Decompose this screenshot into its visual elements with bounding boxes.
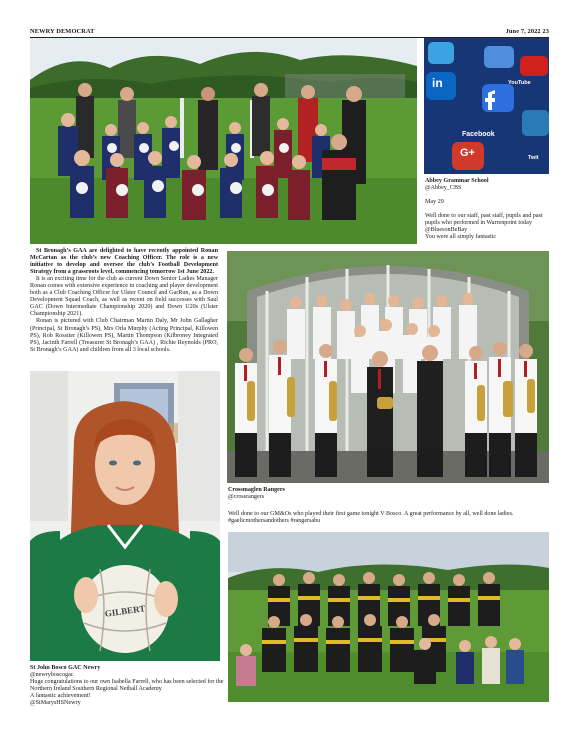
abbey-caption bbox=[425, 178, 549, 241]
phone-app-labels bbox=[424, 38, 549, 174]
gaa-para-2: Ronan is pictured with Club Chairman Martin Daly, Mr John Gallagher (Principal, St Bronagh’s PS), Mrs Orla Murphy (Acting Principal, Killowen PS), Rob Rossiter (Killowen PS), Martin Thompson (Kilbroney Integrated PS), Jacinth Farrell (Treasurer St Bronagh’s GAA) , Richie Reynolds (PRO, St Bronagh’s GAA) and children from all 3 local schools. bbox=[30, 318, 218, 353]
issue-date-page: June 7, 2022 23 bbox=[505, 28, 549, 35]
crossmaglen-caption bbox=[228, 487, 549, 525]
bosco-handle: @newryboscogac bbox=[30, 672, 74, 679]
crossmaglen-title: Crossmaglen Rangers bbox=[228, 487, 285, 493]
facebook-icon: Facebook bbox=[462, 131, 495, 138]
gmo-team-photo bbox=[228, 532, 549, 702]
abbey-handle: @Abbey_CBS bbox=[425, 185, 462, 192]
masthead bbox=[30, 28, 549, 38]
bosco-title: St John Bosco GAC Newry bbox=[30, 665, 101, 671]
crossmaglen-body: Well done to our GM&Os who played their first game tonight V Bosco. A great performance by all, well done ladies. bbox=[228, 511, 514, 518]
bosco-tag: @StMarysHSNewry bbox=[30, 700, 81, 707]
crossmaglen-tags: #gaelicmothersandothers #rangersabu bbox=[228, 518, 321, 525]
linkedin-icon: in bbox=[432, 76, 443, 90]
bosco-caption bbox=[30, 665, 225, 707]
abbey-title: Abbey Grammar School bbox=[425, 178, 489, 184]
gaa-para-1: It is an exciting time for the club as current Down Senior Ladies Manager Ronan comes with extensive experience in coaching and player development both as a Club Coaching Officer for Ulster Council and GarRun, as a Down Development Squad Coach, as well as recent on field successes with Saul GAC (Down Intermediate Championship 2020) and Down U20s (Ulster Championship 2021). bbox=[30, 276, 218, 318]
gaa-coaching-article bbox=[30, 248, 218, 354]
netball-brand: GILBERT bbox=[104, 603, 146, 619]
abbey-date: May 29 bbox=[425, 199, 444, 206]
abbey-body: Well done to our staff, past staff, pupils and past pupils who performed in Warrenpoint today @BluesonBeBay bbox=[425, 213, 543, 234]
google-plus-icon: G+ bbox=[460, 147, 475, 159]
paper-name: NEWRY DEMOCRAT bbox=[30, 28, 95, 35]
netball-player-photo bbox=[30, 371, 220, 661]
abbey-separator: · bbox=[425, 192, 428, 199]
crossmaglen-separator: · bbox=[228, 501, 231, 508]
abbey-closing: You were all simply fantastic bbox=[425, 234, 497, 241]
gaa-headline: St Bronagh’s GAA are delighted to have recently appointed Ronan McCartan as the club’s new Coaching Officer. The role is a new initiative to develop and oversee the club’s Football Development Strategy from a grassroots level, commencing tomorrow 1st June 2022. bbox=[30, 248, 218, 276]
bosco-closing: A fantastic achievement! bbox=[30, 693, 91, 700]
crossmaglen-handle: @crossrangers bbox=[228, 494, 265, 501]
bosco-body: Huge congratulations to our own Isabella Farrell, who has been selected for the Northern Ireland Southern Regional Netball Academy bbox=[30, 679, 224, 693]
twitter-icon: Twit bbox=[528, 155, 539, 161]
youtube-icon: YouTube bbox=[508, 80, 531, 86]
crossmaglen-band-photo bbox=[227, 251, 549, 483]
gaa-coaching-group-photo bbox=[30, 38, 417, 244]
